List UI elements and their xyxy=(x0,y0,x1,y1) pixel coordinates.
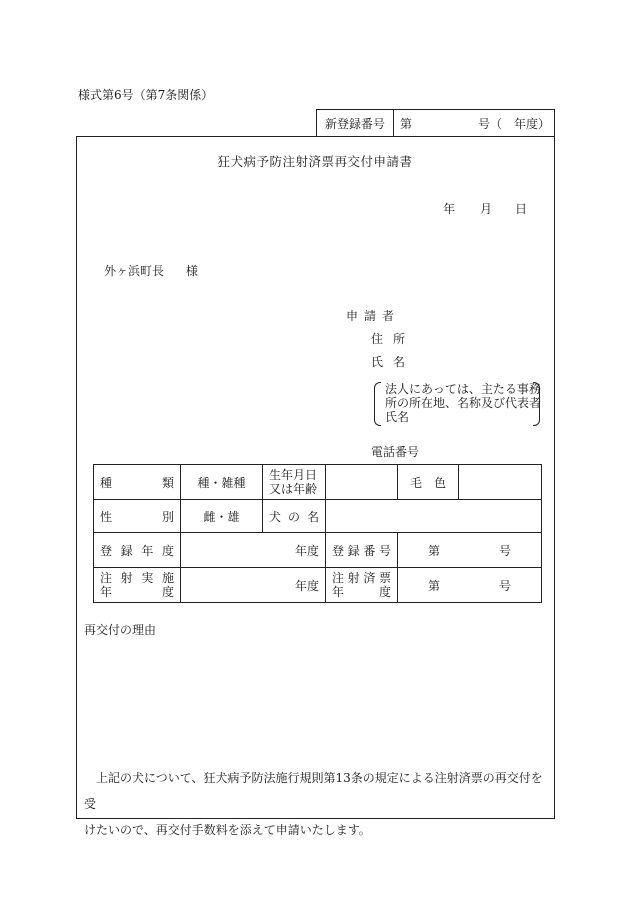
reg-year-label-cell: 登 録 年 度 xyxy=(94,533,181,568)
new-registration-number-label: 新登録番号 xyxy=(317,110,394,136)
reissue-reason-area[interactable] xyxy=(84,642,549,752)
corp-note: 法人にあっては、主たる事務所の所在地、名称及び代表者氏名 xyxy=(385,382,542,424)
reissue-reason-label: 再交付の理由 xyxy=(84,623,157,637)
coat-value-cell[interactable] xyxy=(459,465,542,500)
tag-year-label-cell: 注 射 済 票 年 度 xyxy=(326,568,398,603)
applicant-name-label: 氏名 xyxy=(371,355,416,369)
reg-nendo: 年度） xyxy=(514,116,551,131)
addressee xyxy=(104,262,198,279)
statement-line-1: 上記の犬について、狂犬病予防法施行規則第13条の規定による注射済票の再交付を受 xyxy=(84,771,543,811)
table-row xyxy=(94,465,542,500)
table-row xyxy=(94,533,542,568)
addressee-mayor: 外ヶ浜町長 xyxy=(104,264,165,278)
statement-line-2: けたいので、再交付手数料を添えて申請いたします。 xyxy=(84,823,371,837)
reg-no-go: 号 xyxy=(498,543,511,558)
tag-no-go: 号 xyxy=(498,578,511,593)
inj-year-nendo: 年度 xyxy=(294,578,319,593)
tag-no-value-cell[interactable] xyxy=(398,568,542,603)
birth-label-2: 又は年齢 xyxy=(269,482,318,496)
reg-year-nendo: 年度 xyxy=(294,543,319,558)
tag-no-dai: 第 xyxy=(428,578,441,593)
form-number-label: 様式第6号（第7条関係） xyxy=(78,88,214,102)
reg-no-value-cell[interactable] xyxy=(398,533,542,568)
reg-no-dai: 第 xyxy=(428,543,441,558)
inj-year-value-cell[interactable] xyxy=(181,568,326,603)
reg-year-value-cell[interactable] xyxy=(181,533,326,568)
birth-label-1: 生年月日 xyxy=(269,468,318,482)
date-year: 年 xyxy=(443,202,456,216)
applicant-label: 申請者 xyxy=(346,309,401,323)
dog-name-label-cell: 犬 の 名 xyxy=(263,500,326,533)
reg-no-label-cell: 登 録 番 号 xyxy=(326,533,398,568)
sex-value-cell[interactable]: 雌・雄 xyxy=(181,500,263,533)
dog-name-value-cell[interactable] xyxy=(326,500,542,533)
reg-go: 号（ xyxy=(478,116,503,131)
table-row xyxy=(94,500,542,533)
reg-dai: 第 xyxy=(400,116,413,131)
corp-note-bracket-right xyxy=(533,382,540,426)
applicant-phone-label: 電話番号 xyxy=(371,445,420,459)
addressee-sama: 様 xyxy=(185,264,198,278)
table-row xyxy=(94,568,542,603)
form-title: 狂犬病予防注射済票再交付申請書 xyxy=(217,154,413,169)
new-registration-number-box xyxy=(316,109,555,136)
date-month: 月 xyxy=(480,202,493,216)
inj-year-label-cell: 注 射 実 施 年 度 xyxy=(94,568,181,603)
kind-label-cell: 種 類 xyxy=(94,465,181,500)
applicant-address-label: 住所 xyxy=(371,332,416,346)
birth-value-cell[interactable] xyxy=(326,465,398,500)
sex-label-cell: 性 別 xyxy=(94,500,181,533)
birth-label-cell xyxy=(263,465,326,500)
coat-label-cell: 毛 色 xyxy=(398,465,459,500)
dog-info-table xyxy=(93,464,542,603)
application-statement xyxy=(84,765,554,843)
new-registration-number-field[interactable] xyxy=(394,110,554,136)
kind-value-cell[interactable]: 種・雑種 xyxy=(181,465,263,500)
date-day: 日 xyxy=(515,202,528,216)
